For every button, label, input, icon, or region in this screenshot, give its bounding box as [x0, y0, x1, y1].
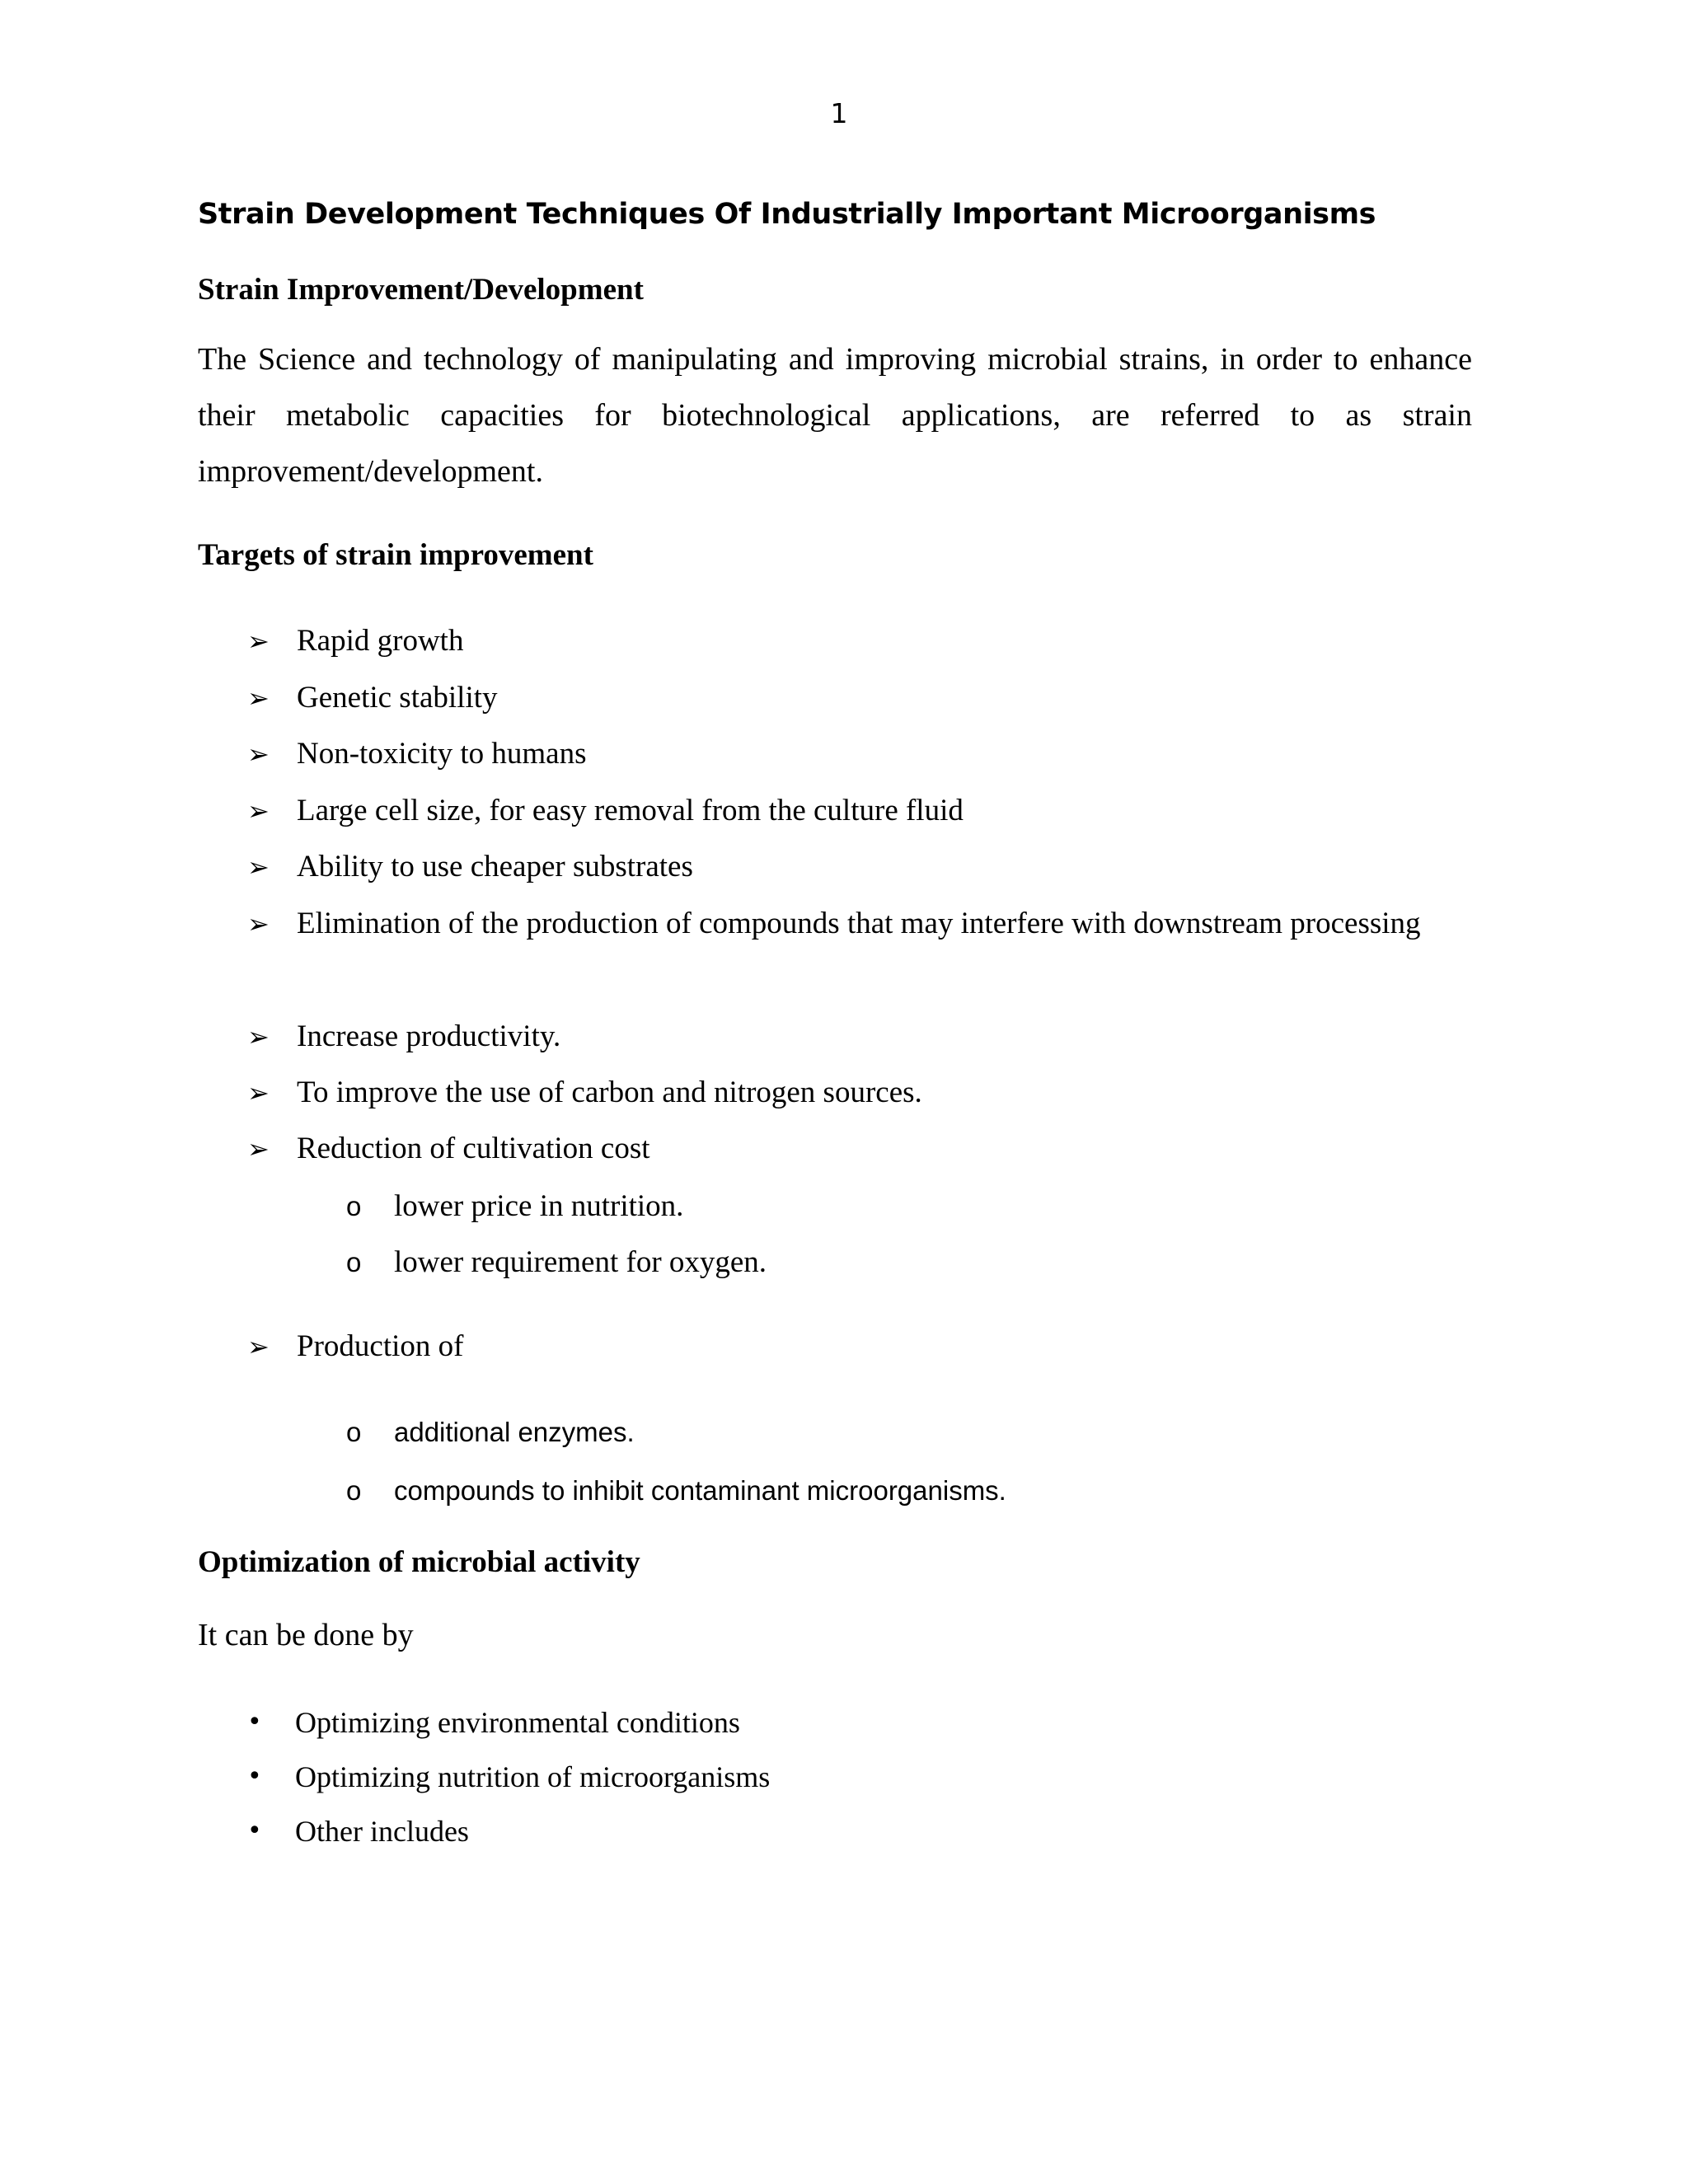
sub-list-item: o additional enzymes. — [346, 1404, 635, 1460]
section-heading-optimization: Optimization of microbial activity — [198, 1545, 640, 1579]
arrow-bullet-icon: ➢ — [247, 908, 270, 940]
definition-paragraph: The Science and technology of manipulating and improving microbial strains, in order to enhance their metabolic capacities for biotechnological applications, are referred to as strain improvement/development. — [198, 342, 1472, 489]
sub-list-item: o lower requirement for oxygen. — [346, 1235, 767, 1291]
arrow-bullet-icon: ➢ — [247, 1077, 270, 1108]
arrow-bullet-icon: ➢ — [247, 738, 270, 770]
arrow-bullet-icon: ➢ — [247, 795, 270, 827]
list-item: ➢ Elimination of the production of compounds that may interfere with downstream processing — [247, 896, 1472, 952]
list-item: ➢ To improve the use of carbon and nitrogen sources. — [247, 1065, 1472, 1121]
document-title: Strain Development Techniques Of Industrially Important Microorganisms — [198, 198, 1376, 231]
dot-bullet-icon: • — [247, 1708, 262, 1736]
arrow-bullet-icon: ➢ — [247, 1021, 270, 1052]
list-item: ➢ Reduction of cultivation cost — [247, 1121, 1472, 1177]
arrow-bullet-icon: ➢ — [247, 851, 270, 883]
dot-bullet-icon: • — [247, 1762, 262, 1791]
arrow-bullet-icon: ➢ — [247, 682, 270, 714]
circle-bullet-icon: o — [346, 1247, 362, 1277]
optimization-intro: It can be done by — [198, 1618, 414, 1652]
section-heading-targets: Targets of strain improvement — [198, 538, 593, 572]
list-item: ➢ Non-toxicity to humans — [247, 726, 1472, 782]
arrow-bullet-icon: ➢ — [247, 626, 270, 657]
arrow-bullet-icon: ➢ — [247, 1331, 270, 1362]
dot-bullet-icon: • — [247, 1816, 262, 1845]
list-item: ➢ Production of — [247, 1319, 1472, 1375]
section-heading-strain-improvement: Strain Improvement/Development — [198, 273, 644, 307]
list-item: • Optimizing nutrition of microorganisms — [247, 1750, 770, 1803]
arrow-bullet-icon: ➢ — [247, 1133, 270, 1165]
list-item: ➢ Genetic stability — [247, 670, 1472, 726]
page-number: 1 — [830, 97, 848, 129]
sub-list-item: o compounds to inhibit contaminant microorganisms. — [346, 1463, 1006, 1519]
list-item: ➢ Ability to use cheaper substrates — [247, 839, 1472, 895]
circle-bullet-icon: o — [346, 1417, 362, 1447]
list-item: • Optimizing environmental conditions — [247, 1696, 740, 1749]
circle-bullet-icon: o — [346, 1191, 362, 1221]
list-item: • Other includes — [247, 1805, 469, 1858]
list-item: ➢ Increase productivity. — [247, 1009, 1472, 1065]
circle-bullet-icon: o — [346, 1475, 362, 1506]
list-item: ➢ Rapid growth — [247, 613, 1472, 669]
list-item: ➢ Large cell size, for easy removal from the culture fluid — [247, 783, 1472, 839]
sub-list-item: o lower price in nutrition. — [346, 1179, 683, 1235]
